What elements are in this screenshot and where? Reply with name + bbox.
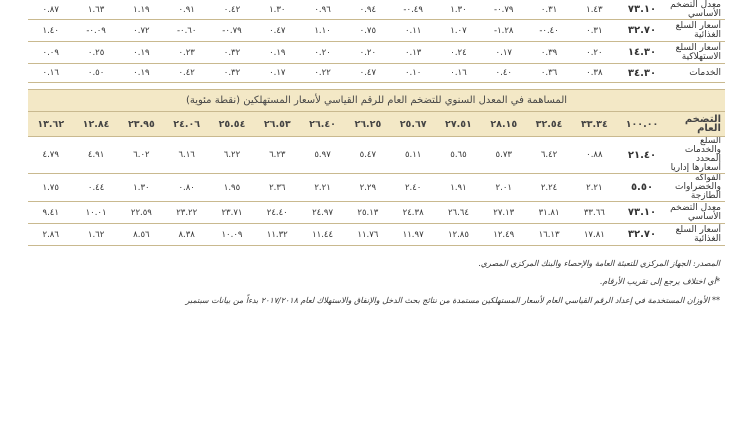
value-cell: ٠.٣٨ [572,64,617,83]
value-cell: ٠.٩١ [164,0,209,20]
value-cell: ٢٤.٤٠ [255,202,300,224]
value-cell: ١.٩١ [436,174,481,202]
value-cell: ٠.٢٢ [300,64,345,83]
value-cell: ٢٤.٠٦ [164,112,209,137]
value-cell: ٦.٢٢ [209,137,254,174]
weight-cell: ٣٢.٧٠ [617,20,667,42]
value-cell: ٢٦.٢٥ [345,112,390,137]
weights-note: ** الأوزان المستخدمة في إعداد الرقم القياسي العام لأسعار المستهلكين مستمدة من نتائج بحث الدخل والإنفاق والاستهلاك لعام ٢٠١٧/٢٠١٨ بدءاً من بيانات سبتمبر [185,296,720,305]
inflation-table [28,0,725,246]
value-cell: ٢.٢١ [572,174,617,202]
value-cell: ٤.٩١ [73,137,118,174]
value-cell: ٦.٢٣ [255,137,300,174]
value-cell: ١٢.٤٩ [481,224,526,246]
value-cell: ٠.٤٩- [391,0,436,20]
weight-cell: ٧٣.١٠ [617,0,667,20]
table-row [28,0,725,20]
value-cell: ٠.٨٧ [28,0,73,20]
row-label: السلع والخدمات المحدد أسعارها إداريا [667,137,725,174]
weight-cell: ١٠٠.٠٠ [617,112,667,137]
value-cell: ٣١.٨١ [526,202,571,224]
table-row [28,64,725,83]
row-label: أسعار السلع الاستهلاكية [667,42,725,64]
row-label: الفواكه والخضراوات الطازجة [667,174,725,202]
value-cell: ٠.١٩ [119,42,164,64]
value-cell: ١١.٣٢ [255,224,300,246]
value-cell: ٠.٤٢ [164,64,209,83]
value-cell: ٢.٢١ [300,174,345,202]
row-label: معدل التضخم الأساسي [667,202,725,224]
value-cell: ٠.١٦ [28,64,73,83]
value-cell: ١٧.٨١ [572,224,617,246]
row-label: أسعار السلع الغذائية [667,20,725,42]
value-cell: ٠.٤٧ [345,64,390,83]
table-row [28,202,725,224]
value-cell: ٢٤.٩٧ [300,202,345,224]
value-cell: ٠.١٧ [481,42,526,64]
section-title-row [28,90,725,112]
value-cell: ١.٩٥ [209,174,254,202]
value-cell: ٠.٢٥ [73,42,118,64]
value-cell: ١.٣٠ [255,0,300,20]
value-cell: ١.١٩ [119,0,164,20]
value-cell: ٥.٩٧ [300,137,345,174]
table-row [28,20,725,42]
value-cell: ٥.١١ [391,137,436,174]
value-cell: ٥.٤٧ [345,137,390,174]
value-cell: ٠.٢٠ [300,42,345,64]
value-cell: ٢٦.٤٠ [300,112,345,137]
value-cell: ٠.٢٠ [345,42,390,64]
value-cell: ٠.٤٠- [526,20,571,42]
value-cell: ١.٢٨- [481,20,526,42]
value-cell: ١.٦٢ [73,224,118,246]
value-cell: ٠.٠٩ [28,42,73,64]
value-cell: ٢٥.١٣ [345,202,390,224]
value-cell: ١.٣٠ [436,0,481,20]
value-cell: ٠.٣١ [526,0,571,20]
value-cell: ٠.١٧ [255,64,300,83]
weight-cell: ١٤.٣٠ [617,42,667,64]
value-cell: ٢.٤٠ [391,174,436,202]
value-cell: ٠.٥٠ [73,64,118,83]
overall-inflation-row [28,112,725,137]
value-cell: ٢.٣٦ [255,174,300,202]
value-cell: ٢٣.٧١ [209,202,254,224]
weight-cell: ٣٤.٣٠ [617,64,667,83]
value-cell: ٠.٢٣ [164,42,209,64]
value-cell: ٠.٤٤ [73,174,118,202]
value-cell: ٠.٨٠ [164,174,209,202]
table-row [28,174,725,202]
value-cell: ٢.٢٤ [526,174,571,202]
value-cell: ١١.٤٤ [300,224,345,246]
value-cell: ١١.٩٧ [391,224,436,246]
source-note: المصدر: الجهاز المركزي للتعبئة العامة والإحصاء والبنك المركزي المصري. [478,259,720,268]
value-cell: ٢.٨٦ [28,224,73,246]
value-cell: ٣٣.٣٤ [572,112,617,137]
value-cell: ١.٤٣ [572,0,617,20]
value-cell: ٥.٧٣ [481,137,526,174]
value-cell: ٠.٦٠- [164,20,209,42]
value-cell: ٢٥.٥٤ [209,112,254,137]
value-cell: ١.٤٠ [28,20,73,42]
value-cell: ٣٢.٥٤ [526,112,571,137]
value-cell: ١.٧٥ [28,174,73,202]
value-cell: ٠.٤٧ [255,20,300,42]
value-cell: ٨.٥٦ [119,224,164,246]
value-cell: ٠.٣١ [572,20,617,42]
value-cell: ٤.٧٩ [28,137,73,174]
value-cell: ٠.٢٤ [436,42,481,64]
value-cell: ١٢.٨٤ [73,112,118,137]
value-cell: ٠.٧٥ [345,20,390,42]
value-cell: ١٠.٠٩ [209,224,254,246]
value-cell: ٠.٠٩- [73,20,118,42]
value-cell: ٢٤.٣٨ [391,202,436,224]
value-cell: ٠.٣٦ [526,64,571,83]
weight-cell: ٣٢.٧٠ [617,224,667,246]
value-cell: ١.٦٣ [73,0,118,20]
value-cell: ٦.١٦ [164,137,209,174]
value-cell: ١.٠٧ [436,20,481,42]
value-cell: ٠.٣٢ [209,42,254,64]
value-cell: ٠.١١ [391,20,436,42]
weight-cell: ٥.٥٠ [617,174,667,202]
value-cell: ٩.٤١ [28,202,73,224]
value-cell: ١.١٠ [300,20,345,42]
value-cell: ٠.٨٨ [572,137,617,174]
value-cell: ١٦.١٣ [526,224,571,246]
value-cell: ٢٣.٩٥ [119,112,164,137]
value-cell: ٢٧.٥١ [436,112,481,137]
value-cell: ٢.٢٩ [345,174,390,202]
table-row [28,224,725,246]
value-cell: ٦.٤٢ [526,137,571,174]
value-cell: ٠.٣٩ [526,42,571,64]
section-title: المساهمة في المعدل السنوي للتضخم العام للرقم القياسي لأسعار المستهلكين (نقطة مئوية) [28,90,725,112]
value-cell: ٣٣.٦٦ [572,202,617,224]
value-cell: ٦.٠٢ [119,137,164,174]
rounding-note: *أي اختلاف يرجع إلى تقريب الأرقام. [599,277,720,286]
row-label: أسعار السلع الغذائية [667,224,725,246]
value-cell: ١٣.٦٢ [28,112,73,137]
value-cell: ١.٣٠ [119,174,164,202]
value-cell: ٠.١٣ [391,42,436,64]
value-cell: ٨.٣٨ [164,224,209,246]
table-row [28,42,725,64]
row-label: الخدمات [667,64,725,83]
value-cell: ٠.٩٦ [300,0,345,20]
value-cell: ٠.١٩ [119,64,164,83]
table-row [28,137,725,174]
value-cell: ٢٦.٥٣ [255,112,300,137]
value-cell: ٠.٧٢ [119,20,164,42]
value-cell: ٠.١٩ [255,42,300,64]
value-cell: ٠.٤٠ [481,64,526,83]
value-cell: ٠.٤٢ [209,0,254,20]
value-cell: ٠.٧٩- [481,0,526,20]
value-cell: ٥.٦٥ [436,137,481,174]
value-cell: ٢٧.١٣ [481,202,526,224]
value-cell: ٠.٣٢ [209,64,254,83]
row-label: معدل التضخم الأساسي [667,0,725,20]
value-cell: ٢٥.٦٧ [391,112,436,137]
value-cell: ٠.١٦ [436,64,481,83]
value-cell: ٠.٩٤ [345,0,390,20]
weight-cell: ٢١.٤٠ [617,137,667,174]
value-cell: ١٢.٨٥ [436,224,481,246]
value-cell: ١١.٧٦ [345,224,390,246]
value-cell: ٠.٧٩- [209,20,254,42]
weight-cell: ٧٣.١٠ [617,202,667,224]
value-cell: ١٠.٠١ [73,202,118,224]
value-cell: ٢٦.٦٤ [436,202,481,224]
value-cell: ٢.٠١ [481,174,526,202]
value-cell: ٢٣.٢٢ [164,202,209,224]
value-cell: ٢٨.١٥ [481,112,526,137]
value-cell: ٠.٢٠ [572,42,617,64]
data-table-page [28,0,725,246]
value-cell: ٠.١٠ [391,64,436,83]
value-cell: ٢٢.٥٩ [119,202,164,224]
row-label: التضخم العام [667,112,725,137]
